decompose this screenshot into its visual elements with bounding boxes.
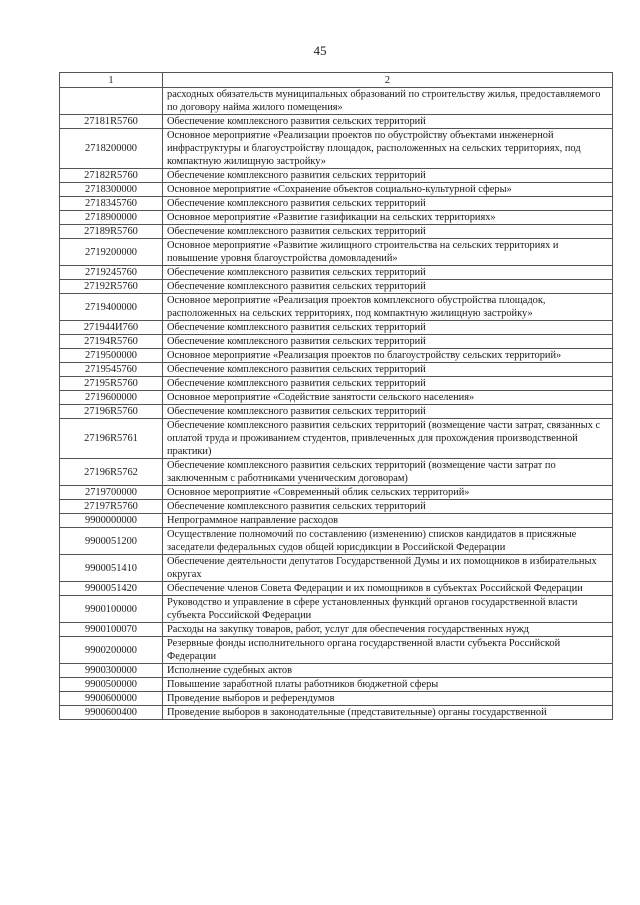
row-code: 27192R5760 <box>60 280 163 294</box>
row-description: Непрограммное направление расходов <box>163 514 613 528</box>
row-description: расходных обязательств муниципальных образований по строительству жилья, предоставляемого по договору найма жилого помещения» <box>163 88 613 115</box>
row-code: 2719200000 <box>60 239 163 266</box>
table-row <box>60 405 613 419</box>
table-row <box>60 637 613 664</box>
page-number: 45 <box>313 43 327 58</box>
table-row <box>60 197 613 211</box>
table-row <box>60 391 613 405</box>
table-row <box>60 514 613 528</box>
table-row <box>60 225 613 239</box>
row-description: Руководство и управление в сфере установленных функций органов государственной власти субъекта Российской Федерации <box>163 596 613 623</box>
table-row <box>60 664 613 678</box>
table-row <box>60 88 613 115</box>
row-code: 9900100000 <box>60 596 163 623</box>
table-row <box>60 211 613 225</box>
table-row <box>60 239 613 266</box>
column-header-description: 2 <box>163 73 613 88</box>
row-description: Основное мероприятие «Развитие газификации на сельских территориях» <box>163 211 613 225</box>
row-code: 27196R5762 <box>60 459 163 486</box>
column-header-code: 1 <box>60 73 163 88</box>
row-code: 2719400000 <box>60 294 163 321</box>
row-code: 27196R5760 <box>60 405 163 419</box>
table-row <box>60 294 613 321</box>
row-code: 9900600000 <box>60 692 163 706</box>
table-row <box>60 266 613 280</box>
table-row <box>60 500 613 514</box>
row-description: Обеспечение комплексного развития сельских территорий (возмещение части затрат, связанных с оплатой труда и проживанием студентов, привлеченных для прохождения производственной практики) <box>163 419 613 459</box>
row-description: Обеспечение комплексного развития сельских территорий <box>163 266 613 280</box>
row-code: 2719600000 <box>60 391 163 405</box>
table-row <box>60 692 613 706</box>
table-row <box>60 321 613 335</box>
row-code: 2719500000 <box>60 349 163 363</box>
row-code: 2718200000 <box>60 129 163 169</box>
row-description: Осуществление полномочий по составлению (изменению) списков кандидатов в присяжные заседатели федеральных судов общей юрисдикции в Российской Федерации <box>163 528 613 555</box>
row-code: 9900000000 <box>60 514 163 528</box>
row-code: 9900500000 <box>60 678 163 692</box>
row-description: Основное мероприятие «Реализация проектов комплексного обустройства площадок, расположенных на сельских территориях, под компактную жилищную застройку» <box>163 294 613 321</box>
row-description: Обеспечение комплексного развития сельских территорий <box>163 363 613 377</box>
row-code: 27181R5760 <box>60 115 163 129</box>
row-code <box>60 88 163 115</box>
row-description: Проведение выборов в законодательные (представительные) органы государственной <box>163 706 613 720</box>
table-row <box>60 280 613 294</box>
table-row <box>60 528 613 555</box>
row-code: 9900200000 <box>60 637 163 664</box>
table-row <box>60 419 613 459</box>
table-row <box>60 129 613 169</box>
row-code: 27196R5761 <box>60 419 163 459</box>
table-row <box>60 115 613 129</box>
table-row <box>60 363 613 377</box>
row-code: 2718300000 <box>60 183 163 197</box>
row-code: 9900300000 <box>60 664 163 678</box>
table-row <box>60 377 613 391</box>
budget-code-table <box>59 72 613 720</box>
row-code: 2719245760 <box>60 266 163 280</box>
table-row <box>60 623 613 637</box>
row-description: Обеспечение комплексного развития сельских территорий <box>163 115 613 129</box>
row-description: Основное мероприятие «Реализации проектов по обустройству объектами инженерной инфраструктуры и благоустройству площадок, расположенных на сельских территориях, под компактную жилищную застройку» <box>163 129 613 169</box>
row-description: Основное мероприятие «Реализация проектов по благоустройству сельских территорий» <box>163 349 613 363</box>
table-row <box>60 459 613 486</box>
table-row <box>60 486 613 500</box>
row-code: 2719545760 <box>60 363 163 377</box>
row-code: 27195R5760 <box>60 377 163 391</box>
row-description: Основное мероприятие «Сохранение объектов социально-культурной сферы» <box>163 183 613 197</box>
row-description: Основное мероприятие «Развитие жилищного строительства на сельских территориях и повышение уровня благоустройства домовладений» <box>163 239 613 266</box>
row-description: Расходы на закупку товаров, работ, услуг для обеспечения государственных нужд <box>163 623 613 637</box>
row-description: Повышение заработной платы работников бюджетной сферы <box>163 678 613 692</box>
row-code: 2718900000 <box>60 211 163 225</box>
row-code: 27197R5760 <box>60 500 163 514</box>
row-description: Обеспечение комплексного развития сельских территорий <box>163 225 613 239</box>
row-description: Обеспечение комплексного развития сельских территорий <box>163 321 613 335</box>
row-code: 9900051200 <box>60 528 163 555</box>
row-description: Обеспечение комплексного развития сельских территорий <box>163 169 613 183</box>
row-description: Обеспечение комплексного развития сельских территорий <box>163 377 613 391</box>
row-description: Резервные фонды исполнительного органа государственной власти субъекта Российской Федерации <box>163 637 613 664</box>
row-code: 9900051410 <box>60 555 163 582</box>
row-description: Обеспечение комплексного развития сельских территорий <box>163 280 613 294</box>
row-code: 2718345760 <box>60 197 163 211</box>
row-code: 27194R5760 <box>60 335 163 349</box>
table-row <box>60 706 613 720</box>
row-description: Обеспечение комплексного развития сельских территорий (возмещение части затрат по заключенным с работниками ученическим договорам) <box>163 459 613 486</box>
table-row <box>60 678 613 692</box>
row-description: Проведение выборов и референдумов <box>163 692 613 706</box>
row-code: 2719700000 <box>60 486 163 500</box>
row-description: Обеспечение деятельности депутатов Государственной Думы и их помощников в избирательных округах <box>163 555 613 582</box>
row-code: 271944И760 <box>60 321 163 335</box>
table-row <box>60 335 613 349</box>
row-description: Обеспечение комплексного развития сельских территорий <box>163 500 613 514</box>
row-description: Исполнение судебных актов <box>163 664 613 678</box>
row-description: Обеспечение членов Совета Федерации и их помощников в субъектах Российской Федерации <box>163 582 613 596</box>
row-description: Основное мероприятие «Современный облик сельских территорий» <box>163 486 613 500</box>
table-row <box>60 183 613 197</box>
row-description: Обеспечение комплексного развития сельских территорий <box>163 197 613 211</box>
row-code: 9900051420 <box>60 582 163 596</box>
table-row <box>60 349 613 363</box>
row-description: Обеспечение комплексного развития сельских территорий <box>163 335 613 349</box>
table-row <box>60 596 613 623</box>
row-description: Основное мероприятие «Содействие занятости сельского населения» <box>163 391 613 405</box>
table-row <box>60 555 613 582</box>
table-row <box>60 169 613 183</box>
row-code: 27189R5760 <box>60 225 163 239</box>
table-row <box>60 582 613 596</box>
row-code: 9900100070 <box>60 623 163 637</box>
row-description: Обеспечение комплексного развития сельских территорий <box>163 405 613 419</box>
table-header-row <box>60 73 613 88</box>
row-code: 27182R5760 <box>60 169 163 183</box>
row-code: 9900600400 <box>60 706 163 720</box>
